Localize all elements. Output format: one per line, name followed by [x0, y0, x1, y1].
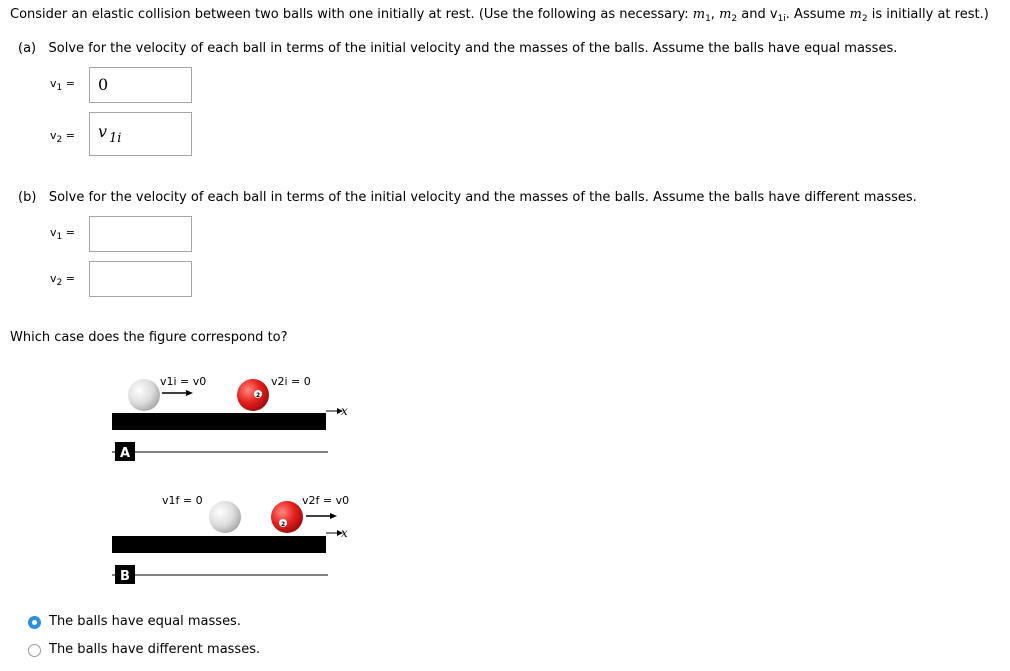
option-equal-masses[interactable] — [28, 614, 288, 632]
option-equal-masses-radio[interactable] — [28, 616, 41, 629]
panel-b-surface — [112, 536, 326, 553]
panel-b-x-label: x — [341, 526, 348, 540]
part-b-v2-answer-box[interactable] — [89, 261, 192, 297]
option-different-masses-label: The balls have different masses. — [49, 642, 261, 657]
panel-b-right-eq: v2f = v0 — [302, 494, 350, 507]
panel-a-left-eq: v1i = v0 — [160, 375, 207, 388]
panel-a-label: A — [120, 446, 131, 461]
figure-question: Which case does the figure correspond to? — [10, 330, 288, 345]
part-b-v1-label: $v_1$ = — [50, 226, 75, 242]
panel-b-ball-1 — [209, 501, 241, 533]
panel-b-left-eq: v1f = 0 — [162, 494, 203, 507]
panel-b-label: B — [120, 569, 130, 584]
part-b-v1-answer-box[interactable] — [89, 216, 192, 252]
option-different-masses-radio[interactable] — [28, 644, 41, 657]
panel-b-ball-2 — [271, 501, 303, 533]
panel-b — [112, 494, 349, 584]
panel-a-ball-2 — [237, 379, 269, 411]
collision-figure — [100, 358, 370, 588]
option-equal-masses-label: The balls have equal masses. — [49, 614, 241, 629]
problem-statement: Consider an elastic collision between two balls with one initially at rest. (Use the following as necessary: $m_1$, $m_2$ and $v_{1i}$. Assume $m_2$ is initially at rest.) — [10, 7, 989, 24]
part-a-v1-answer-box[interactable]: 0 — [89, 67, 192, 103]
part-a-v2-answer-box[interactable]: v 1i — [89, 112, 192, 156]
panel-a-ball-1 — [128, 379, 160, 411]
panel-a-ball-2-number: 2 — [256, 392, 261, 399]
part-b-v2-label: $v_2$ = — [50, 272, 75, 288]
panel-a-x-label: x — [341, 404, 348, 418]
option-different-masses[interactable] — [28, 642, 288, 660]
panel-a-v1i-arrowhead — [186, 390, 193, 396]
part-a-v2-label: $v_2$ = — [50, 129, 75, 145]
part-a-v1-label: $v_1$ = — [50, 77, 75, 93]
part-b-prompt: (b) Solve for the velocity of each ball in terms of the initial velocity and the masses of the balls. Assume the balls have different masses. — [18, 190, 917, 205]
panel-a — [112, 375, 348, 461]
panel-a-surface — [112, 413, 326, 430]
part-a-prompt: (a) Solve for the velocity of each ball in terms of the initial velocity and the masses of the balls. Assume the balls have equal masses. — [18, 41, 898, 56]
panel-b-v2f-arrowhead — [330, 513, 337, 519]
panel-b-ball-2-number: 2 — [281, 521, 286, 528]
panel-a-right-eq: v2i = 0 — [271, 375, 311, 388]
